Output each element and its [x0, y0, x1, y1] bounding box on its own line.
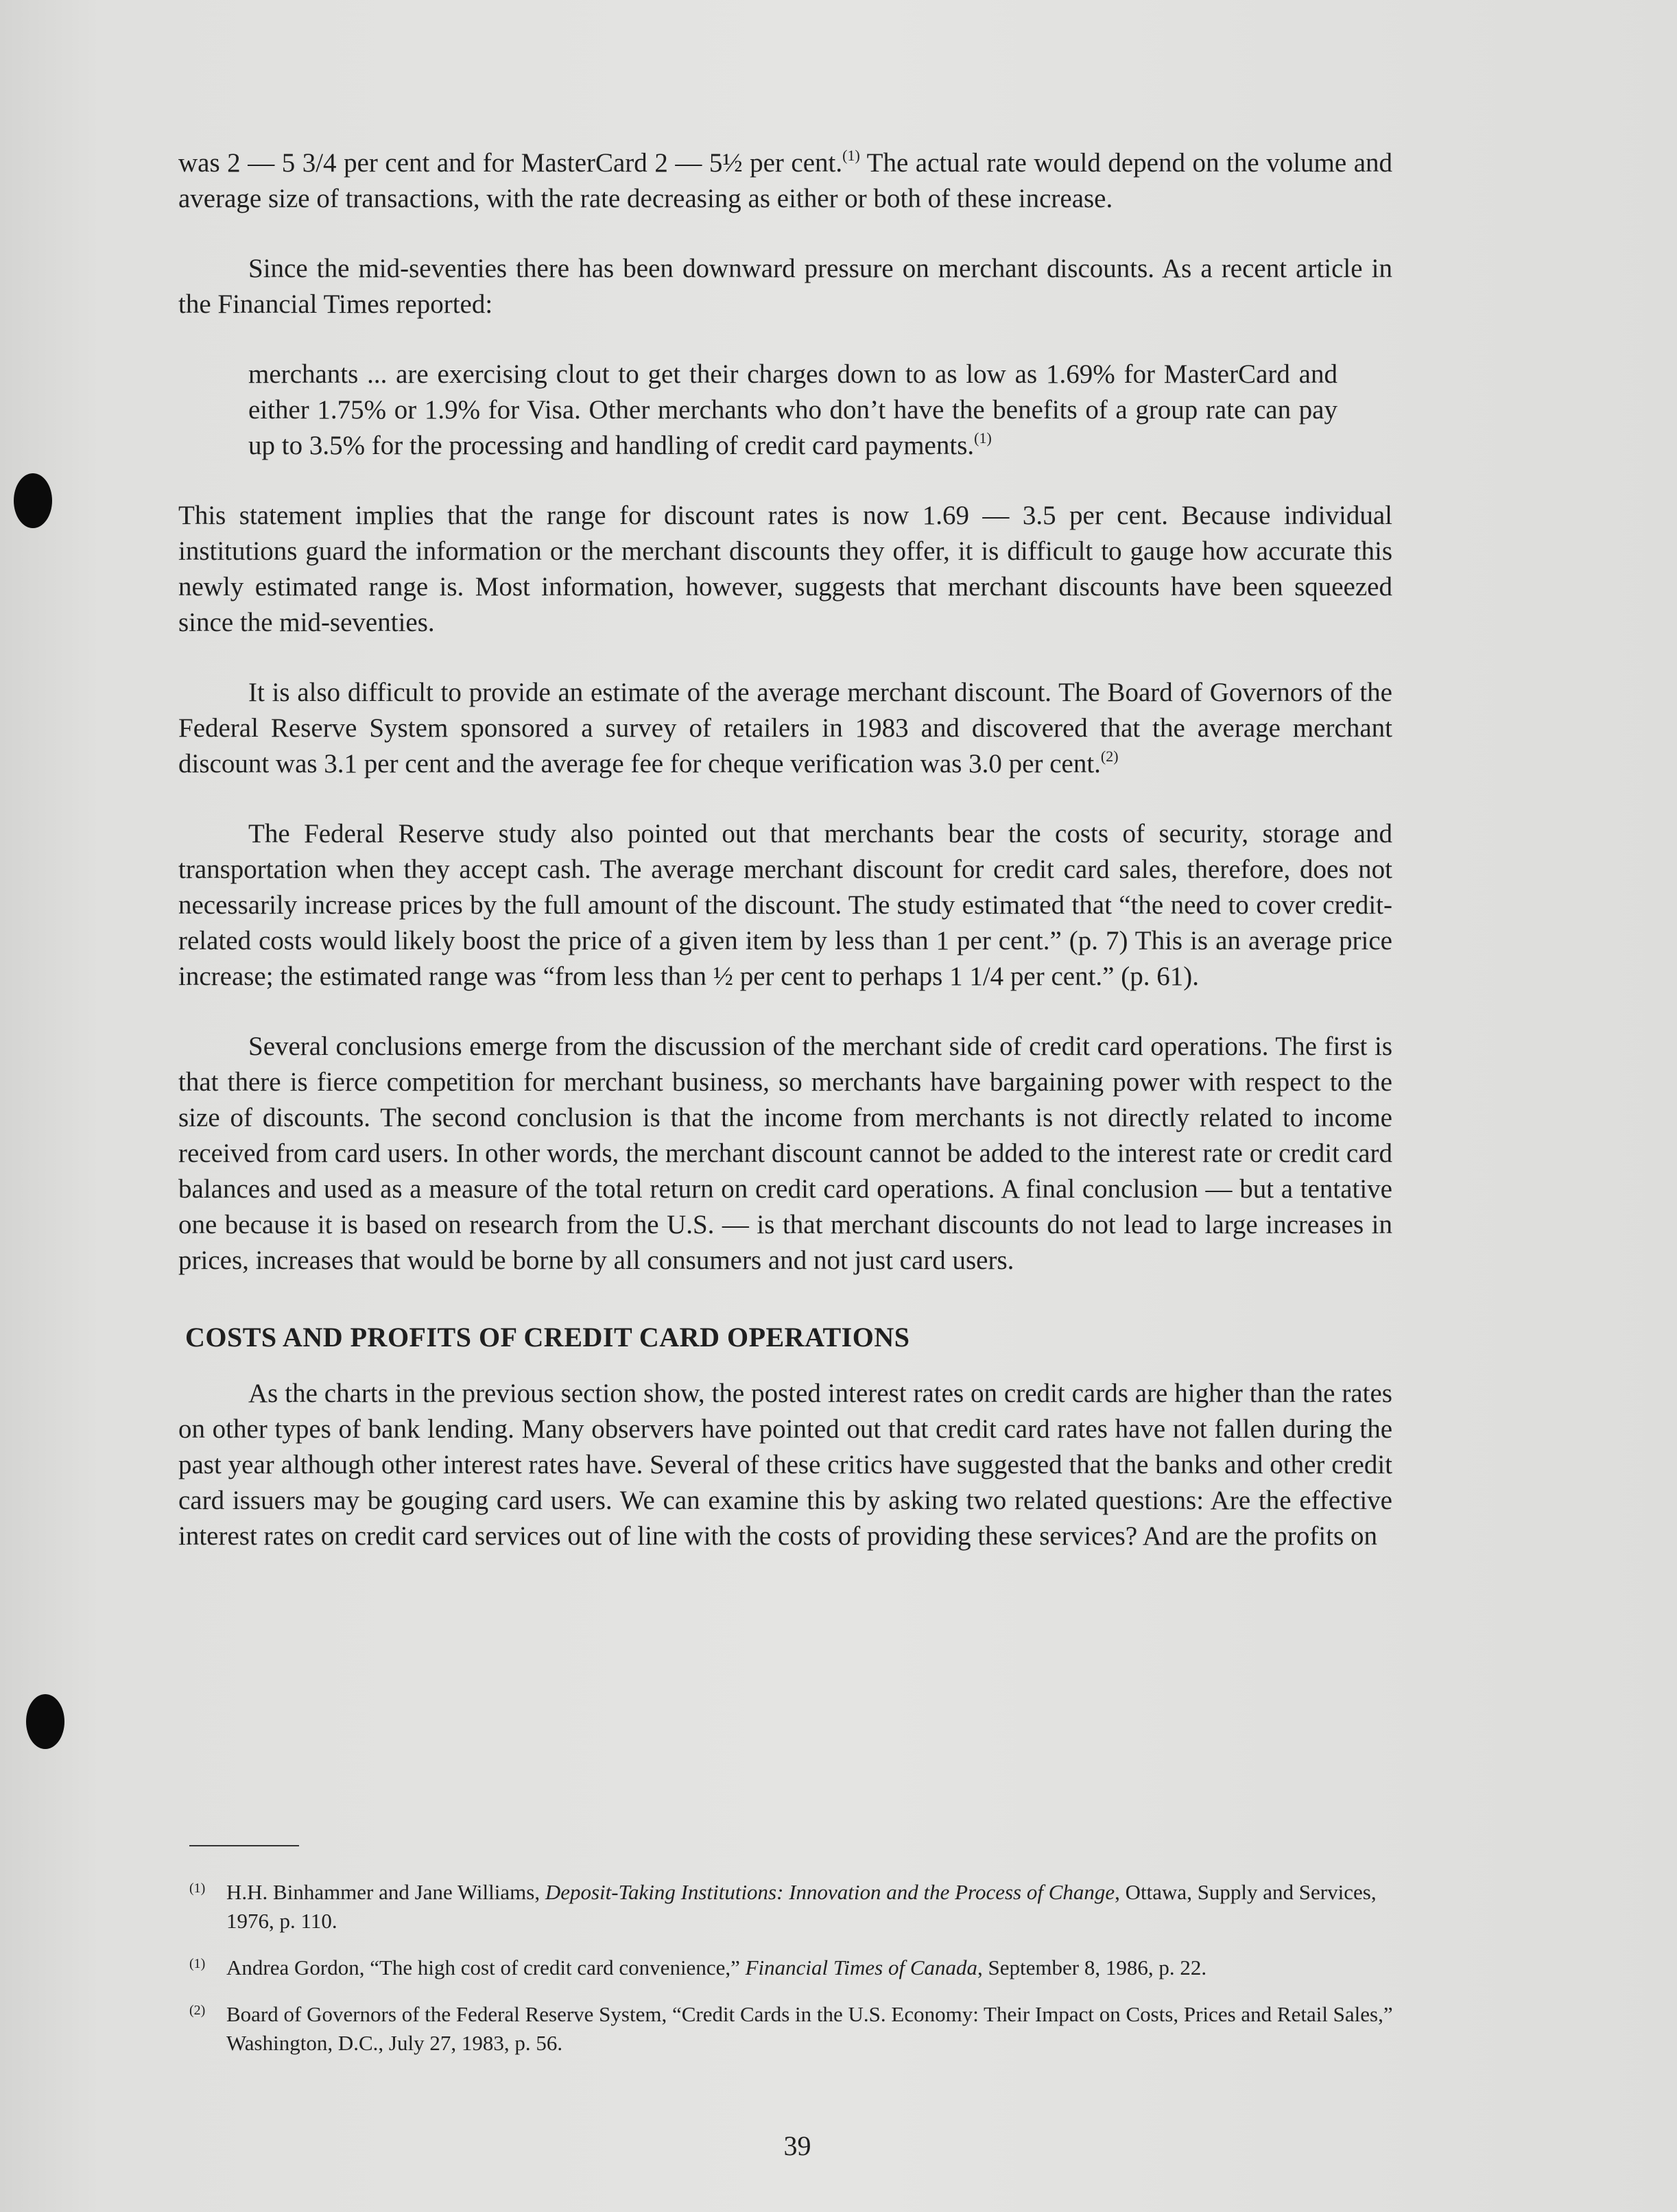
paragraph: The Federal Reserve study also pointed out that merchants bear the costs of security, storage and transportation when they accept cash. The average merchant discount for credit card sales, therefore, does not necessarily increase prices by the full amount of the discount. The study estimated that “the need to cover credit-related costs would likely boost the price of a given item by less than 1 per cent.” (p. 7) This is an average price increase; the estimated range was “from less than ½ per cent to perhaps 1 1/4 per cent.” (p. 61). — [178, 819, 1392, 991]
block-quote — [248, 357, 1337, 464]
page-number: 39 — [783, 2130, 811, 2161]
footnote-mark: (2) — [189, 2003, 206, 2018]
paragraph: Several conclusions emerge from the discussion of the merchant side of credit card operations. The first is that there is fierce competition for merchant business, so merchants have bargaining power with respect to the size of discounts. The second conclusion is that the income from merchants is not directly related to income received from card users. In other words, the merchant discount cannot be added to the interest rate or credit card balances and used as a measure of the total return on credit card operations. A final conclusion — but a tentative one because it is based on research from the U.S. — is that merchant discounts do not lead to large increases in prices, increases that would be borne by all consumers and not just card users. — [178, 1032, 1392, 1275]
paragraph-text: It is also difficult to provide an estimate of the average merchant discount. The Board of Governors of the Federal Reserve System sponsored a survey of retailers in 1983 and discovered that the average merchant discount was 3.1 per cent and the average fee for cheque verification was 3.0 per cent. — [178, 678, 1392, 778]
paragraph-text: was 2 — 5 3/4 per cent and for MasterCard 2 — 5½ per cent. — [178, 148, 843, 178]
footnote-text: H.H. Binhammer and Jane Williams, — [226, 1880, 545, 1904]
footnote-ref: (1) — [974, 429, 992, 447]
footnote — [189, 2000, 1396, 2058]
paragraph: As the charts in the previous section show, the posted interest rates on credit cards are higher than the rates on other types of bank lending. Many observers have pointed out that credit card rates have not fallen during the past year although other interest rates have. Several of these critics have suggested that the banks and other credit card issuers may be gouging card users. We can examine this by asking two related questions: Are the effective interest rates on credit card services out of line with the costs of providing these services? And are the profits on — [178, 1379, 1392, 1551]
section-heading: COSTS AND PROFITS OF CREDIT CARD OPERATIONS — [185, 1322, 910, 1353]
footnote — [189, 1878, 1396, 1936]
footnote-text: , September 8, 1986, p. 22. — [977, 1955, 1207, 1979]
paragraph — [178, 675, 1392, 782]
footnote-ref: (2) — [1100, 748, 1119, 765]
footnote-title: Financial Times of Canada — [745, 1955, 978, 1979]
quote-text: merchants ... are exercising clout to get their charges down to as low as 1.69% for MasterCard and either 1.75% or 1.9% for Visa. Other merchants who don’t have the benefits of a group rate can pay up to 3.5% for the processing and handling of credit card payments. — [248, 359, 1337, 460]
footnote-text: Board of Governors of the Federal Reserve System, “Credit Cards in the U.S. Economy: Their Impact on Costs, Prices and Retail Sales,” Washington, D.C., July 27, 1983, p. 56. — [226, 2002, 1393, 2055]
footnote-ref: (1) — [842, 147, 860, 164]
binder-hole-top — [14, 473, 52, 528]
footnote-text: , Ottawa, Supply and Services, 1976, p. 110. — [226, 1880, 1377, 1933]
paragraph-text: The actual rate would depend on the volume and average size of transactions, with the rate decreasing as either or both of these increase. — [178, 148, 1393, 213]
footnote-title: Deposit-Taking Institutions: Innovation and the Process of Change — [545, 1880, 1115, 1904]
body-text — [178, 145, 1392, 1589]
paragraph: Since the mid-seventies there has been downward pressure on merchant discounts. As a recent article in the Financial Times reported: — [178, 254, 1392, 319]
footnote-text: Andrea Gordon, “The high cost of credit card convenience,” — [226, 1955, 746, 1979]
paragraph: This statement implies that the range for discount rates is now 1.69 — 3.5 per cent. Because individual institutions guard the information or the merchant discounts they offer, it is difficult to gauge how accurate this newly estimated range is. Most information, however, suggests that merchant discounts have been squeezed since the mid-seventies. — [178, 501, 1392, 637]
footnote-mark: (1) — [189, 1881, 206, 1896]
paragraph — [178, 145, 1392, 217]
footnotes — [189, 1878, 1396, 2076]
binder-hole-bottom — [26, 1694, 64, 1749]
footnote-divider — [189, 1845, 299, 1846]
footnote — [189, 1953, 1396, 1982]
footnote-mark: (1) — [189, 1956, 206, 1971]
